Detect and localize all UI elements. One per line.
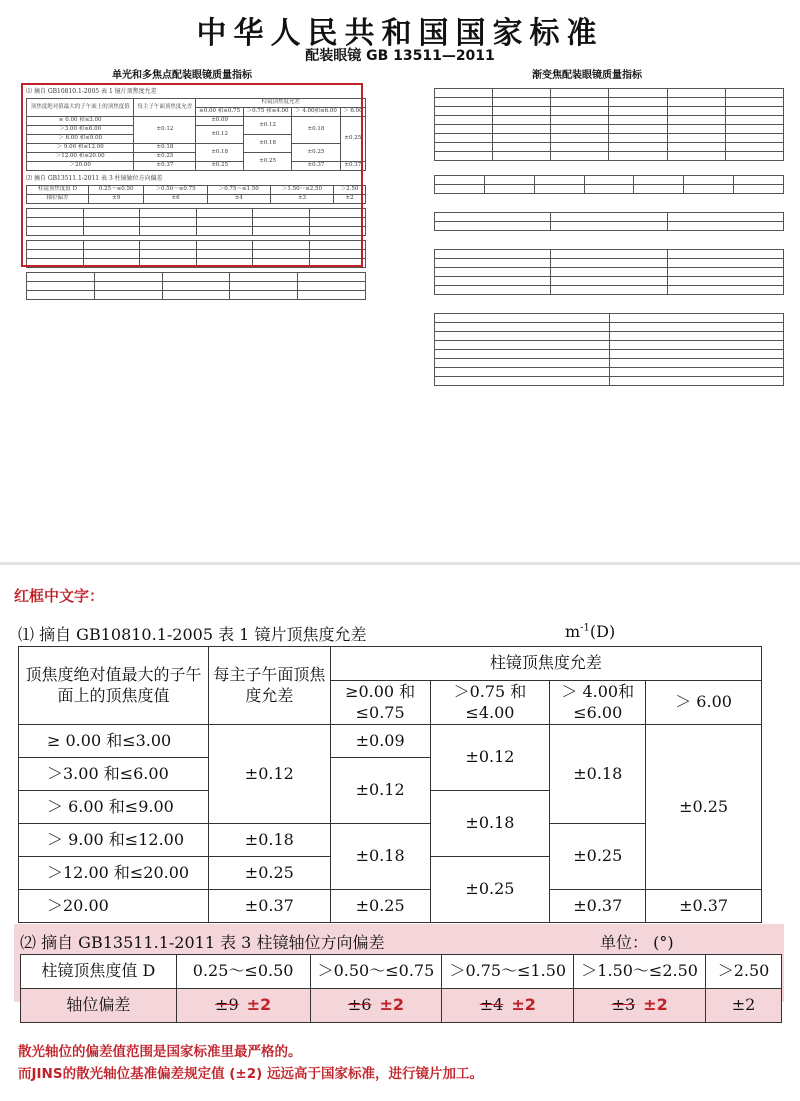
illegible-table bbox=[434, 313, 784, 386]
table-cell: 0.25～≤0.50 bbox=[176, 955, 310, 989]
table-cell: ±0.37 bbox=[646, 890, 762, 923]
jins-value: ±2 bbox=[246, 995, 272, 1015]
table-cell: ±0.18 bbox=[430, 791, 550, 857]
table-cell bbox=[574, 989, 706, 1023]
table-cell: ±0.18 bbox=[208, 824, 330, 857]
table-header: 顶焦度绝对值最大的子午面上的顶焦度值 bbox=[19, 647, 209, 725]
jins-value: ±2 bbox=[379, 995, 405, 1015]
table-cell: ±2 bbox=[706, 989, 782, 1023]
struck-value: ±9 bbox=[215, 995, 239, 1015]
table-cell bbox=[442, 989, 574, 1023]
struck-value: ±3 bbox=[611, 995, 636, 1015]
table-header: 柱镜顶焦度允差 bbox=[330, 647, 761, 681]
jins-value: ±2 bbox=[643, 995, 668, 1015]
right-column-heading: 渐变焦配装眼镜质量指标 bbox=[532, 70, 642, 81]
table-cell: ＞1.50～≤2.50 bbox=[574, 955, 706, 989]
table-cell: ±0.12 bbox=[430, 725, 550, 791]
row-label: 柱镜顶焦度值 D bbox=[21, 955, 177, 989]
row-label: ＞20.00 bbox=[19, 890, 209, 923]
table-subheader: ＞0.75 和≤4.00 bbox=[430, 681, 550, 725]
divider bbox=[0, 562, 800, 565]
illegible-table bbox=[434, 212, 784, 231]
mini-table-1: 顶焦度绝对值最大的子午面上的顶焦度值 每主子午面顶焦度允差 柱镜顶焦度允差 ≥0.00 和≤0.75 ＞0.75 和≤4.00 ＞ 4.00和≤6.00 ＞ 6.00 ≥ 0.00 和≤3.00 ±0.12 ±0.09 ±0.12 ±0.18 ±0.25 ＞3.00 和≤6.00 ±0.12 ＞ 6.00 和≤9.00 ±0.18 ＞ 9.00 和≤12.00 ±0.18 ±0.18 ±0.25 ＞12.00 和≤20.00 ±0.25 ±0.25 ＞20.00 ±0.37 ±0.25 ±0.37 ±0.37 bbox=[26, 98, 366, 171]
illegible-table bbox=[26, 272, 366, 300]
axis-deviation-table bbox=[20, 954, 782, 1023]
table-subheader: ＞ 4.00和≤6.00 bbox=[550, 681, 646, 725]
section2-unit: 单位： (°) bbox=[600, 933, 674, 952]
left-column-heading: 单光和多焦点配装眼镜质量指标 bbox=[112, 70, 252, 81]
row-label: ≥ 0.00 和≤3.00 bbox=[19, 725, 209, 758]
table-cell: ±0.12 bbox=[330, 758, 430, 824]
table-cell: ±0.12 bbox=[208, 725, 330, 824]
section2-title: ⑵ 摘自 GB13511.1-2011 表 3 柱镜轴位方向偏差 bbox=[20, 933, 385, 952]
highlight-frame bbox=[21, 83, 363, 267]
table-cell: ±0.25 bbox=[430, 857, 550, 923]
mini-caption: ⑴ 摘自 GB10810.1-2005 表 1 镜片顶焦度允差 bbox=[26, 88, 157, 95]
table-cell: ±0.25 bbox=[550, 824, 646, 890]
jins-value: ±2 bbox=[511, 995, 536, 1015]
note-line: 而JINS的散光轴位基准偏差规定值 (±2) 远远高于国家标准，进行镜片加工。 bbox=[18, 1066, 484, 1082]
table-cell bbox=[310, 989, 442, 1023]
row-label: ＞3.00 和≤6.00 bbox=[19, 758, 209, 791]
table-cell: ±0.09 bbox=[330, 725, 430, 758]
row-label: ＞ 6.00 和≤9.00 bbox=[19, 791, 209, 824]
section1-unit: $m^{-1}(D)$ bbox=[565, 622, 616, 641]
table-cell bbox=[176, 989, 310, 1023]
table-cell: ±0.25 bbox=[208, 857, 330, 890]
note-line: 散光轴位的偏差值范围是国家标准里最严格的。 bbox=[18, 1044, 302, 1060]
table-cell: ±0.37 bbox=[550, 890, 646, 923]
table-header: 每主子午面顶焦度允差 bbox=[208, 647, 330, 725]
table-cell: ＞0.50～≤0.75 bbox=[310, 955, 442, 989]
struck-value: ±6 bbox=[347, 995, 372, 1015]
row-label: ＞12.00 和≤20.00 bbox=[19, 857, 209, 890]
highlight-label: 红框中文字： bbox=[14, 587, 105, 605]
illegible-table bbox=[434, 88, 784, 161]
table-cell: ±0.25 bbox=[646, 725, 762, 890]
illegible-table bbox=[434, 249, 784, 295]
lens-tolerance-table bbox=[18, 646, 762, 923]
mini-table-2: 柱镜顶焦度值 D 0.25～≤0.50 ＞0.50～≤0.75 ＞0.75～≤1.50 ＞1.50～≤2.50 ＞2.50 轴位偏差 ±9 ±6 ±4 ±3 ±2 bbox=[26, 185, 366, 204]
table-subheader: ≥0.00 和≤0.75 bbox=[330, 681, 430, 725]
document-title: 中华人民共和国国家标准 bbox=[196, 16, 604, 51]
table-cell: ±0.25 bbox=[330, 890, 430, 923]
table-cell: ±0.37 bbox=[208, 890, 330, 923]
struck-value: ±4 bbox=[479, 995, 504, 1015]
row-label: ＞ 9.00 和≤12.00 bbox=[19, 824, 209, 857]
row-label: 轴位偏差 bbox=[21, 989, 177, 1023]
document-subtitle: 配装眼镜 GB 13511—2011 bbox=[305, 48, 495, 64]
table-cell: ±0.18 bbox=[550, 725, 646, 824]
right-column-content bbox=[434, 88, 784, 390]
table-subheader: ＞ 6.00 bbox=[646, 681, 762, 725]
table-cell: ＞2.50 bbox=[706, 955, 782, 989]
mini-caption: ⑵ 摘自 GB13511.1-2011 表 3 柱镜轴位方向偏差 bbox=[26, 175, 163, 183]
illegible-table bbox=[434, 175, 784, 194]
table-cell: ±0.18 bbox=[330, 824, 430, 890]
section1-title: ⑴ 摘自 GB10810.1-2005 表 1 镜片顶焦度允差 bbox=[18, 625, 367, 644]
table-cell: ＞0.75～≤1.50 bbox=[442, 955, 574, 989]
